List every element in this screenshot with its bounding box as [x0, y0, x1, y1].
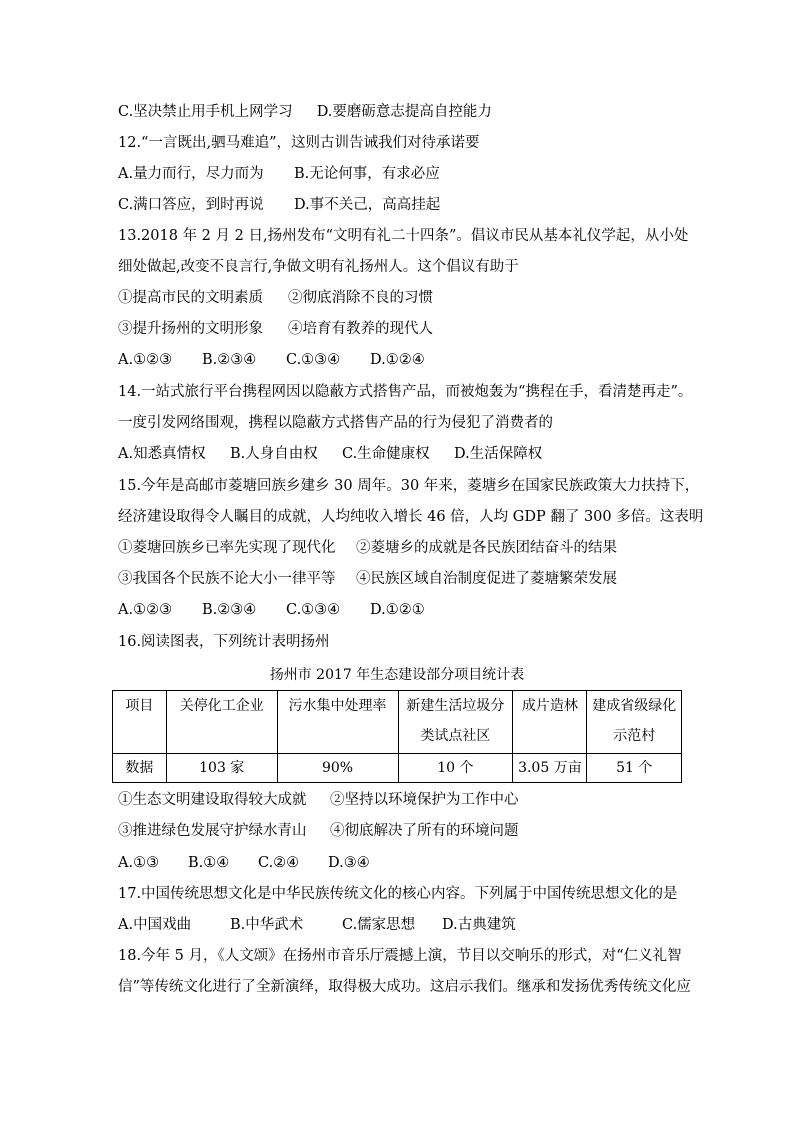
q14-option-c: C.生命健康权	[342, 446, 430, 462]
q16-statement-2: ②坚持以环境保护为工作中心	[330, 792, 519, 808]
q16-option-a: A.①③	[118, 855, 160, 871]
statistics-table	[112, 690, 682, 783]
q14-options	[118, 444, 542, 464]
q15-statement-2: ②菱塘乡的成就是各民族团结奋斗的结果	[356, 540, 617, 556]
table-caption: 扬州市 2017 年生态建设部分项目统计表	[269, 667, 525, 683]
q13-option-c: C.①③④	[286, 352, 341, 368]
q18-stem-line1: 18.今年 5 月，《人文颂》在扬州市音乐厅震撼上演，节目以交响乐的形式，对“仁义礼智	[118, 948, 682, 964]
q13-option-b: B.②③④	[202, 352, 257, 368]
q15-stem-line2: 经济建设取得令人瞩目的成就，人均纯收入增长 46 倍，人均 GDP 翻了 300 多倍。这表明	[118, 509, 704, 525]
q15-option-b: B.②③④	[202, 602, 257, 618]
q17-option-c: C.儒家思想	[342, 917, 416, 933]
q15-option-c: C.①③④	[286, 602, 341, 618]
q15-statement-3: ③我国各个民族不论大小一律平等	[118, 571, 336, 587]
q15-statements-34	[118, 569, 617, 589]
q15-statements-12	[118, 538, 617, 558]
table-cell: 3.05 万亩	[513, 754, 587, 783]
q13-statement-3: ③提升扬州的文明形象	[118, 321, 263, 337]
q15-statement-4: ④民族区域自治制度促进了菱塘繁荣发展	[356, 571, 617, 587]
table-cell: 103 家	[166, 754, 277, 783]
q14-stem-line1: 14.一站式旅行平台携程网因以隐蔽方式搭售产品，而被炮轰为“携程在手，看清楚再走”。	[118, 384, 693, 400]
q16-statements-12	[118, 790, 519, 810]
q15-option-d: D.①②①	[370, 602, 425, 618]
q13-statements-12	[118, 288, 433, 308]
q17-option-a: A.中国戏曲	[118, 917, 192, 933]
q15-stem-line1: 15.今年是高邮市菱塘回族乡建乡 30 周年。30 年来，菱塘乡在国家民族政策大力扶持下，	[118, 478, 700, 494]
q13-statement-4: ④培育有教养的现代人	[288, 321, 433, 337]
q16-statement-3: ③推进绿色发展守护绿水青山	[118, 823, 307, 839]
q12-option-a: A.量力而行，尽力而为	[118, 166, 264, 182]
table-cell: 成片造林	[513, 691, 587, 754]
table-cell: 污水集中处理率	[277, 691, 398, 754]
q16-option-d: D.③④	[328, 855, 370, 871]
table-cell: 新建生活垃圾分类试点社区	[398, 691, 513, 754]
q17-option-b: B.中华武术	[230, 917, 304, 933]
q15-statement-1: ①菱塘回族乡已率先实现了现代化	[118, 540, 336, 556]
q15-options	[118, 600, 425, 620]
q11-option-d: D.要磨砺意志提高自控能力	[316, 104, 492, 120]
q13-statement-2: ②彻底消除不良的习惯	[288, 290, 433, 306]
q18-stem-line2: 信”等传统文化进行了全新演绎，取得极大成功。这启示我们。继承和发扬优秀传统文化应	[118, 979, 691, 995]
table-row	[113, 754, 682, 783]
q11-option-c: C.坚决禁止用手机上网学习	[118, 104, 293, 120]
q16-statements-34	[118, 821, 519, 841]
q16-option-b: B.①④	[188, 855, 230, 871]
q16-stem: 16.阅读图表，下列统计表明扬州	[118, 634, 330, 650]
q14-option-d: D.生活保障权	[454, 446, 543, 462]
q16-option-c: C.②④	[258, 855, 300, 871]
q16-statement-4: ④彻底解决了所有的环境问题	[330, 823, 519, 839]
q12-option-c: C.满口答应，到时再说	[118, 197, 264, 213]
q12-option-d: D.事不关己，高高挂起	[294, 197, 441, 213]
q12-option-b: B.无论何事，有求必应	[294, 166, 440, 182]
table-cell: 90%	[277, 754, 398, 783]
q13-option-a: A.①②③	[118, 352, 173, 368]
table-cell: 项目	[113, 691, 167, 754]
q14-stem-line2: 一度引发网络围观，携程以隐蔽方式搭售产品的行为侵犯了消费者的	[118, 415, 553, 431]
q13-stem-line2: 细处做起,改变不良言行,争做文明有礼扬州人。这个倡议有助于	[118, 259, 519, 275]
q13-statement-1: ①提高市民的文明素质	[118, 290, 263, 306]
q13-stem-line1: 13.2018 年 2 月 2 日,扬州发布“文明有礼二十四条”。倡议市民从基本礼仪学起，从小处	[118, 228, 689, 244]
q16-statement-1: ①生态文明建设取得较大成就	[118, 792, 307, 808]
q17-options	[118, 915, 516, 935]
q16-options	[118, 853, 370, 873]
q17-option-d: D.古典建筑	[442, 917, 516, 933]
table-cell: 51 个	[587, 754, 682, 783]
q13-options	[118, 350, 425, 370]
table-cell: 10 个	[398, 754, 513, 783]
table-cell: 关停化工企业	[166, 691, 277, 754]
q17-stem: 17.中国传统思想文化是中华民族传统文化的核心内容。下列属于中国传统思想文化的是	[118, 886, 678, 902]
q13-statements-34	[118, 319, 433, 339]
table-cell: 建成省级绿化示范村	[587, 691, 682, 754]
table-header-row	[113, 691, 682, 754]
table-cell: 数据	[113, 754, 167, 783]
q12-stem: 12.“一言既出,驷马难追”，这则古训告诫我们对待承诺要	[118, 135, 480, 151]
q13-option-d: D.①②④	[370, 352, 425, 368]
q15-option-a: A.①②③	[118, 602, 173, 618]
q11-options-cd	[118, 102, 492, 122]
q14-option-a: A.知悉真情权	[118, 446, 206, 462]
q14-option-b: B.人身自由权	[230, 446, 318, 462]
q12-options-ab	[118, 164, 440, 184]
q12-options-cd	[118, 195, 440, 215]
